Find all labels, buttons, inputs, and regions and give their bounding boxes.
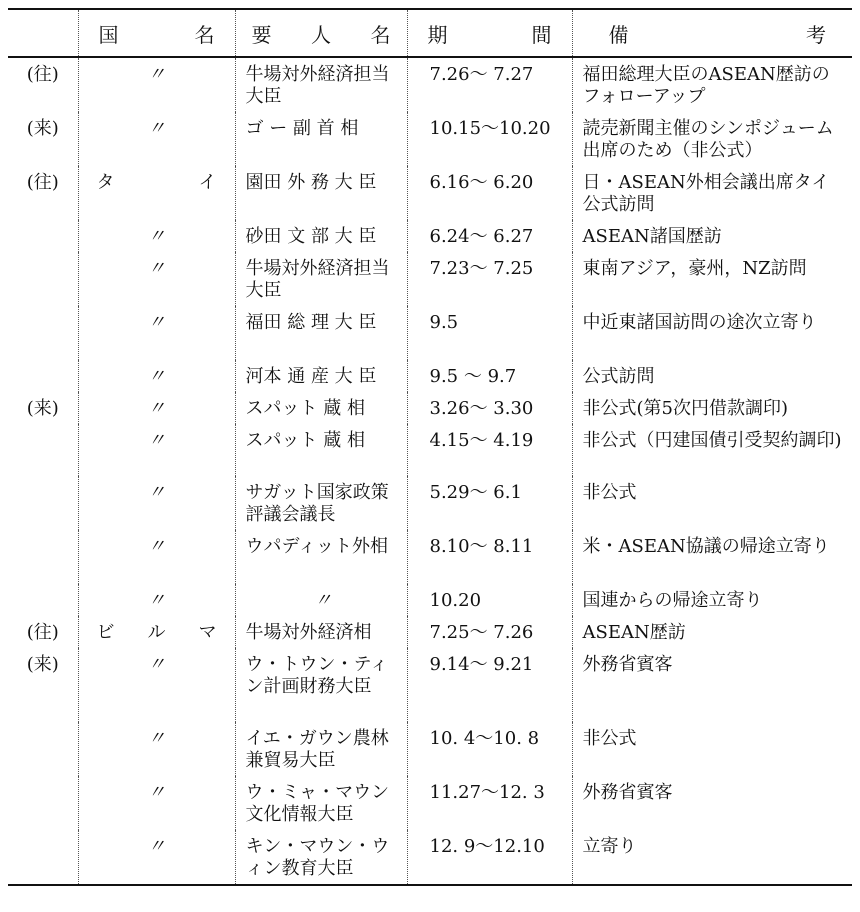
- header-note: [572, 9, 852, 57]
- period-cell-text: 7.23～ 7.25: [429, 258, 534, 279]
- period-cell-text: 6.24～ 6.27: [429, 226, 534, 247]
- direction-cell-text: (来): [26, 654, 59, 675]
- person-cell-text: スパット 蔵 相: [245, 398, 365, 419]
- direction-cell-text: (来): [26, 398, 59, 419]
- direction-cell: [8, 424, 78, 476]
- country-cell: [78, 584, 235, 616]
- period-cell: [407, 530, 572, 584]
- country-cell: [78, 616, 235, 648]
- header-person-char: 要: [251, 22, 272, 47]
- period-cell: [407, 306, 572, 360]
- country-cell-text: 〃: [147, 728, 166, 749]
- note-cell: [572, 476, 852, 530]
- direction-cell: [8, 722, 78, 776]
- country-cell-text: 〃: [147, 654, 166, 675]
- note-cell: [572, 112, 852, 166]
- person-cell: [235, 424, 407, 476]
- period-cell: [407, 648, 572, 722]
- country-cell-text: 〃: [147, 836, 166, 857]
- period-cell-text: 6.16～ 6.20: [429, 172, 534, 193]
- country-cell: [78, 360, 235, 392]
- header-country-char: 名: [194, 22, 215, 47]
- person-cell-text: 砂田 文 部 大 臣: [245, 226, 377, 247]
- person-cell: [235, 476, 407, 530]
- direction-cell: [8, 166, 78, 220]
- header-country-char: 国: [98, 22, 119, 47]
- table-row: [8, 616, 852, 648]
- person-cell: [235, 392, 407, 424]
- direction-cell: [8, 584, 78, 616]
- person-cell-text: ゴ ー 副 首 相: [245, 118, 359, 139]
- country-cell-text: 〃: [147, 118, 166, 139]
- person-cell: [235, 830, 407, 885]
- country-cell-text: [85, 622, 229, 644]
- period-cell-text: 9.5 ～ 9.7: [429, 366, 517, 387]
- country-cell: [78, 306, 235, 360]
- country-cell-text: 〃: [147, 258, 166, 279]
- person-cell-text: 園田 外 務 大 臣: [245, 172, 377, 193]
- person-cell: [235, 306, 407, 360]
- country-cell-text: 〃: [147, 64, 166, 85]
- note-cell: [572, 360, 852, 392]
- country-cell-text: 〃: [147, 366, 166, 387]
- country-cell-text: 〃: [147, 226, 166, 247]
- period-cell: [407, 616, 572, 648]
- table-row: [8, 112, 852, 166]
- direction-cell: [8, 392, 78, 424]
- period-cell: [407, 252, 572, 306]
- period-cell-text: 5.29～ 6.1: [429, 482, 522, 503]
- table-row: [8, 648, 852, 722]
- person-cell: [235, 648, 407, 722]
- country-cell-text: [85, 172, 229, 194]
- note-cell-text: 非公式: [582, 728, 637, 749]
- table-row: [8, 392, 852, 424]
- table-row: [8, 252, 852, 306]
- person-cell-text: サガット国家政策評議会議長: [245, 482, 389, 525]
- period-cell: [407, 424, 572, 476]
- period-cell-text: 4.15～ 4.19: [429, 430, 534, 451]
- note-cell-text: 非公式: [582, 482, 637, 503]
- table-row: [8, 722, 852, 776]
- country-cell: [78, 392, 235, 424]
- person-cell-text: 牛場対外経済担当大臣: [245, 258, 390, 301]
- country-cell: [78, 220, 235, 252]
- person-cell-text: 〃: [314, 590, 332, 611]
- visits-table: [8, 8, 852, 886]
- note-cell-text: 読売新聞主催のシンポジューム出席のため（非公式）: [582, 118, 834, 161]
- note-cell: [572, 57, 852, 112]
- period-cell: [407, 722, 572, 776]
- header-country: [78, 9, 235, 57]
- note-cell-text: 非公式（円建国債引受契約調印): [582, 430, 842, 451]
- period-cell: [407, 166, 572, 220]
- table-row: [8, 584, 852, 616]
- note-cell: [572, 648, 852, 722]
- header-person-char: 名: [370, 22, 391, 47]
- note-cell-text: 公式訪問: [582, 366, 655, 387]
- table-header: [8, 9, 852, 57]
- country-cell: [78, 112, 235, 166]
- period-cell: [407, 112, 572, 166]
- direction-cell: [8, 360, 78, 392]
- note-cell: [572, 392, 852, 424]
- header-note-char: 考: [806, 22, 826, 47]
- person-cell-text: キン・マウン・ウィン教育大臣: [245, 836, 390, 879]
- note-cell-text: 福田総理大臣のASEAN歴訪のフォローアップ: [582, 64, 830, 107]
- country-cell: [78, 252, 235, 306]
- note-cell-text: ASEAN諸国歴訪: [582, 226, 722, 247]
- direction-cell-text: (往): [26, 622, 59, 643]
- note-cell: [572, 616, 852, 648]
- person-cell-text: スパット 蔵 相: [245, 430, 365, 451]
- period-cell-text: 10. 4～10. 8: [429, 728, 540, 749]
- table-row: [8, 360, 852, 392]
- person-cell: [235, 166, 407, 220]
- country-char: タ: [96, 172, 115, 193]
- table-row: [8, 530, 852, 584]
- country-char: ル: [147, 622, 166, 643]
- direction-cell: [8, 112, 78, 166]
- direction-cell: [8, 306, 78, 360]
- period-cell: [407, 220, 572, 252]
- direction-cell-text: (往): [26, 172, 59, 193]
- header-person: [235, 9, 407, 57]
- table-row: [8, 830, 852, 885]
- note-cell: [572, 220, 852, 252]
- person-cell-text: 牛場対外経済相: [245, 622, 372, 643]
- note-cell: [572, 584, 852, 616]
- header-note-char: 備: [608, 22, 629, 47]
- country-cell: [78, 424, 235, 476]
- note-cell-text: 国連からの帰途立寄り: [582, 590, 763, 611]
- note-cell: [572, 306, 852, 360]
- note-cell-text: 立寄り: [582, 836, 637, 857]
- note-cell: [572, 722, 852, 776]
- person-cell: [235, 776, 407, 830]
- direction-cell: [8, 616, 78, 648]
- person-cell-text: ウ・ミャ・マウン文化情報大臣: [245, 782, 390, 825]
- person-cell: [235, 112, 407, 166]
- country-cell-text: 〃: [147, 590, 166, 611]
- person-cell: [235, 252, 407, 306]
- period-cell: [407, 392, 572, 424]
- country-cell: [78, 722, 235, 776]
- period-cell-text: 9.5: [429, 312, 459, 333]
- period-cell-text: 9.14～ 9.21: [429, 654, 534, 675]
- direction-cell: [8, 830, 78, 885]
- person-cell-text: イエ・ガウン農林兼貿易大臣: [245, 728, 389, 771]
- direction-cell: [8, 252, 78, 306]
- table-body: [8, 57, 852, 885]
- note-cell-text: 非公式(第5次円借款調印): [582, 398, 788, 419]
- country-cell: [78, 530, 235, 584]
- note-cell-text: 中近東諸国訪問の途次立寄り: [582, 312, 817, 333]
- direction-cell-text: (往): [26, 64, 59, 85]
- country-char: ビ: [96, 622, 115, 643]
- person-cell-text: ウ・トウン・ティン計画財務大臣: [245, 654, 389, 697]
- country-char: イ: [198, 172, 217, 193]
- person-cell-text: 牛場対外経済担当大臣: [245, 64, 390, 107]
- note-cell-text: 東南アジア，豪州，NZ訪問: [582, 258, 807, 279]
- period-cell: [407, 57, 572, 112]
- period-cell-text: 10.20: [429, 590, 482, 611]
- note-cell-text: 外務省賓客: [582, 654, 673, 675]
- period-cell: [407, 584, 572, 616]
- table-row: [8, 220, 852, 252]
- country-cell: [78, 830, 235, 885]
- person-cell: [235, 530, 407, 584]
- period-cell-text: 7.26～ 7.27: [429, 64, 534, 85]
- country-cell: [78, 648, 235, 722]
- table-row: [8, 776, 852, 830]
- note-cell-text: 米・ASEAN協議の帰途立寄り: [582, 536, 830, 557]
- note-cell: [572, 424, 852, 476]
- country-cell-text: 〃: [147, 430, 166, 451]
- period-cell-text: 3.26～ 3.30: [429, 398, 534, 419]
- table-row: [8, 57, 852, 112]
- person-cell: [235, 220, 407, 252]
- period-cell: [407, 360, 572, 392]
- person-cell-text: ウパディット外相: [245, 536, 389, 557]
- header-direction: [8, 9, 78, 57]
- country-cell: [78, 776, 235, 830]
- country-cell-text: 〃: [147, 398, 166, 419]
- period-cell: [407, 476, 572, 530]
- note-cell-text: ASEAN歴訪: [582, 622, 686, 643]
- table-row: [8, 424, 852, 476]
- country-cell-text: 〃: [147, 312, 166, 333]
- table-row: [8, 476, 852, 530]
- person-cell: [235, 722, 407, 776]
- period-cell-text: 11.27～12. 3: [429, 782, 545, 803]
- note-cell: [572, 776, 852, 830]
- country-cell: [78, 57, 235, 112]
- direction-cell-text: (来): [26, 118, 59, 139]
- period-cell-text: 10.15～10.20: [429, 118, 551, 139]
- note-cell: [572, 252, 852, 306]
- country-cell: [78, 476, 235, 530]
- table-row: [8, 306, 852, 360]
- period-cell: [407, 776, 572, 830]
- direction-cell: [8, 476, 78, 530]
- direction-cell: [8, 220, 78, 252]
- direction-cell: [8, 648, 78, 722]
- note-cell: [572, 830, 852, 885]
- period-cell: [407, 830, 572, 885]
- period-cell-text: 12. 9～12.10: [429, 836, 545, 857]
- person-cell: [235, 360, 407, 392]
- person-cell-text: 福田 総 理 大 臣: [245, 312, 377, 333]
- country-char: マ: [198, 622, 217, 643]
- country-cell-text: 〃: [147, 482, 166, 503]
- period-cell-text: 8.10～ 8.11: [429, 536, 534, 557]
- direction-cell: [8, 530, 78, 584]
- country-cell-text: 〃: [147, 782, 166, 803]
- period-cell-text: 7.25～ 7.26: [429, 622, 534, 643]
- country-cell: [78, 166, 235, 220]
- person-cell-text: 河本 通 産 大 臣: [245, 366, 377, 387]
- note-cell: [572, 530, 852, 584]
- header-period-char: 期: [427, 22, 448, 47]
- note-cell: [572, 166, 852, 220]
- direction-cell: [8, 57, 78, 112]
- header-period-char: 間: [531, 22, 552, 47]
- person-cell: [235, 57, 407, 112]
- person-cell: [235, 584, 407, 616]
- header-person-char: 人: [311, 22, 331, 47]
- person-cell: [235, 616, 407, 648]
- header-period: [407, 9, 572, 57]
- note-cell-text: 日・ASEAN外相会議出席タイ公式訪問: [582, 172, 830, 215]
- table-row: [8, 166, 852, 220]
- direction-cell: [8, 776, 78, 830]
- country-cell-text: 〃: [147, 536, 166, 557]
- note-cell-text: 外務省賓客: [582, 782, 673, 803]
